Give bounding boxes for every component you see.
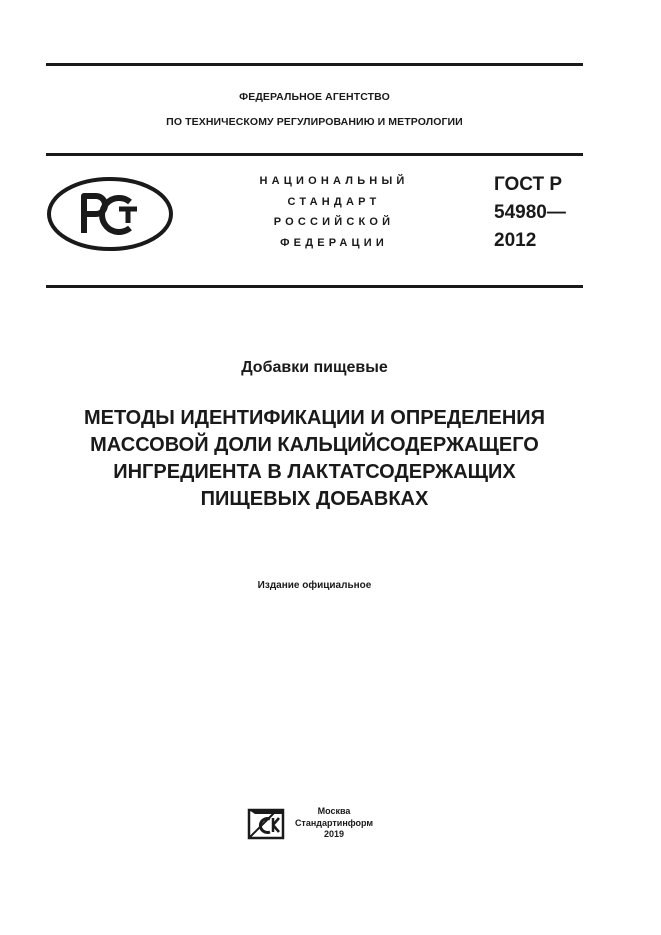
edition-label: Издание официальное — [257, 580, 372, 591]
designation-line3: 2012 — [494, 230, 537, 251]
publisher-name: Стандартинформ — [294, 817, 374, 828]
standard-type-line3: РОССИЙСКОЙ — [273, 216, 395, 228]
standartinform-logo-icon — [247, 806, 287, 840]
document-title-line: ПИЩЕВЫХ ДОБАВКАХ — [200, 488, 429, 510]
standard-type-block — [228, 171, 440, 253]
standard-type-line4: ФЕДЕРАЦИИ — [280, 236, 388, 249]
publisher-city: Москва — [317, 806, 351, 816]
designation-line1: ГОСТ Р — [494, 174, 563, 195]
rst-conformity-mark-icon — [46, 176, 174, 252]
document-subtitle: Добавки пищевые — [241, 359, 388, 376]
agency-name-line2: ПО ТЕХНИЧЕСКОМУ РЕГУЛИРОВАНИЮ И МЕТРОЛОГИИ — [166, 116, 463, 128]
publisher-year: 2019 — [323, 829, 345, 839]
designation-line2: 54980— — [494, 202, 566, 223]
document-title-line: МЕТОДЫ ИДЕНТИФИКАЦИИ И ОПРЕДЕЛЕНИЯ — [83, 407, 546, 429]
header-divider — [46, 153, 583, 156]
standard-type-line2: СТАНДАРТ — [287, 195, 381, 208]
document-title-line: ИНГРЕДИЕНТА В ЛАКТАТСОДЕРЖАЩИХ — [113, 461, 516, 483]
publisher-block — [292, 806, 376, 841]
standard-designation — [494, 171, 566, 255]
agency-name-line1: ФЕДЕРАЛЬНОЕ АГЕНТСТВО — [239, 91, 390, 103]
standard-type-line1: НАЦИОНАЛЬНЫЙ — [259, 175, 409, 187]
top-divider — [46, 63, 583, 66]
document-title-line: МАССОВОЙ ДОЛИ КАЛЬЦИЙСОДЕРЖАЩЕГО — [90, 434, 539, 456]
document-title — [46, 405, 583, 513]
header-bottom-divider — [46, 285, 583, 288]
